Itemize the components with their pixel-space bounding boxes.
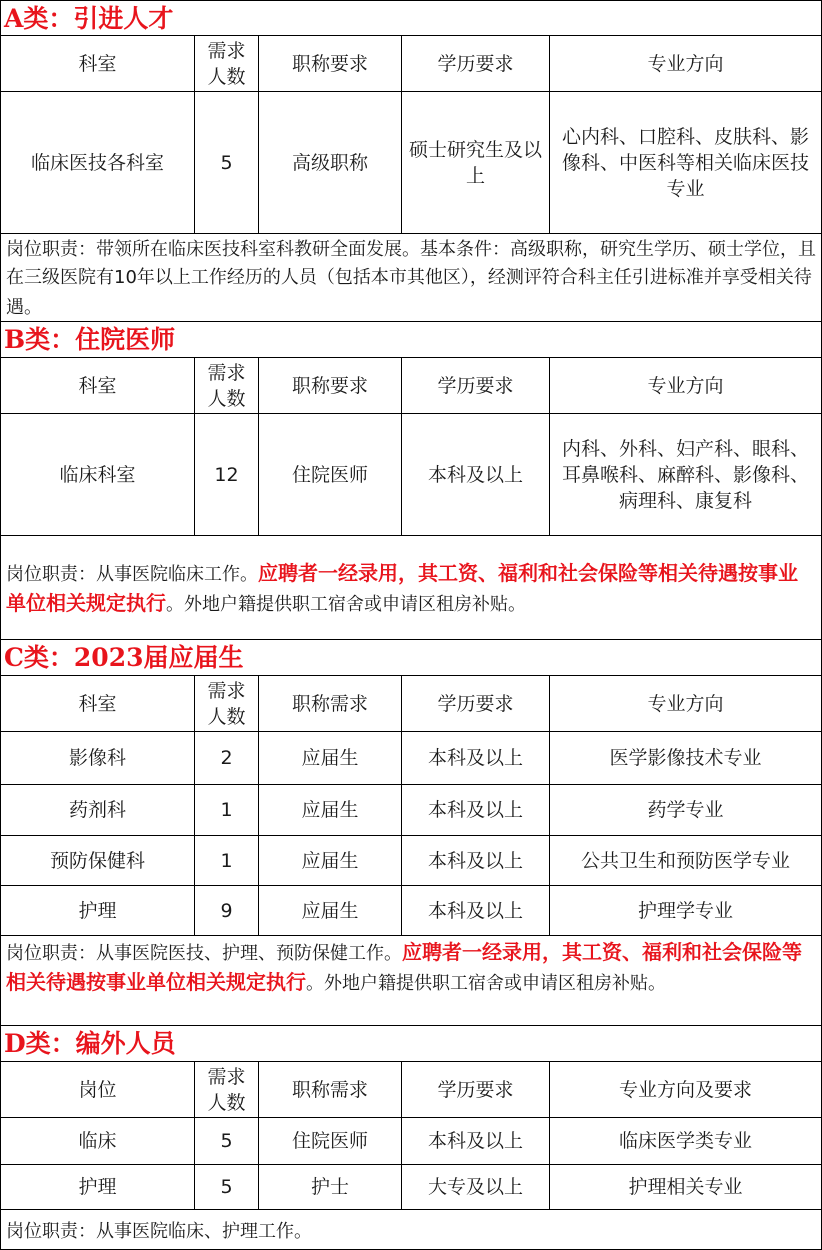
header-cell-edu-req: 学历要求 [402, 676, 550, 731]
section-title-a: A类：引进人才 [0, 0, 822, 36]
section-note-d [0, 1210, 822, 1250]
section-title-c: C类：2023届应届生 [0, 640, 822, 676]
cell-edu-req: 本科及以上 [402, 886, 550, 935]
cell-major: 公共卫生和预防医学专业 [580, 849, 790, 872]
cell-count: 5 [195, 92, 259, 233]
cell-dept: 影像科 [1, 732, 195, 784]
cell-title-req: 护士 [259, 1165, 402, 1209]
note-emphasis: 应聘者一经录用，其工资、福利和社会保险等相关待遇按事业单位相关规定执行 [6, 940, 802, 994]
cell-count: 5 [195, 1165, 259, 1209]
header-cell-edu-req: 学历要求 [402, 1062, 550, 1117]
header-cell-dept: 科室 [1, 358, 195, 413]
cell-major: 心内科、口腔科、皮肤科、影像科、中医科等相关临床医技专业 [561, 125, 809, 200]
note-paragraph [6, 559, 816, 619]
cell-edu-req: 本科及以上 [402, 1118, 550, 1164]
table-header-row [0, 358, 822, 414]
cell-title-req: 住院医师 [259, 414, 402, 535]
cell-count: 1 [195, 785, 259, 835]
table-row [0, 732, 822, 785]
table-row [0, 836, 822, 886]
table-row [0, 886, 822, 936]
cell-major: 临床医学类专业 [618, 1130, 752, 1152]
cell-count: 12 [195, 414, 259, 535]
header-cell-title-req: 职称要求 [259, 358, 402, 413]
note-text: 岗位职责：带领所在临床医技科室科教研全面发展。基本条件：高级职称，研究生学历、硕士学位，且在三级医院有10年以上工作经历的人员（包括本市其他区），经测评符合科主任引进标准并享受相关待遇。 [6, 239, 816, 318]
cell-dept: 护理 [1, 886, 195, 935]
cell-count: 5 [195, 1118, 259, 1164]
note-suffix: 。外地户籍提供职工宿舍或申请区租房补贴。 [166, 593, 526, 615]
cell-edu-req: 本科及以上 [402, 732, 550, 784]
table-row [0, 785, 822, 836]
section-title-d: D类：编外人员 [0, 1026, 822, 1062]
header-cell-dept: 科室 [1, 36, 195, 91]
note-text: 岗位职责：从事医院医技、护理、预防保健工作。 [6, 943, 402, 964]
header-cell-edu-req: 学历要求 [402, 358, 550, 413]
cell-major: 内科、外科、妇产科、眼科、耳鼻喉科、麻醉科、影像科、病理科、康复科 [561, 437, 809, 512]
cell-title-req: 应届生 [259, 886, 402, 935]
header-cell-count: 需求人数 [195, 1062, 259, 1117]
header-cell-count: 需求人数 [195, 358, 259, 413]
cell-post: 临床 [1, 1118, 195, 1164]
table-header-row [0, 1062, 822, 1118]
cell-title-req: 应届生 [259, 732, 402, 784]
cell-title-req: 高级职称 [259, 92, 402, 233]
cell-major: 护理学专业 [637, 899, 733, 922]
note-paragraph [6, 1216, 312, 1246]
header-cell-major: 专业方向 [647, 374, 724, 397]
note-text: 岗位职责：从事医院临床、护理工作。 [6, 1220, 312, 1242]
table-row [0, 414, 822, 536]
header-cell-title-req: 职称需求 [259, 676, 402, 731]
cell-edu-req: 大专及以上 [402, 1165, 550, 1209]
cell-edu-req: 本科及以上 [402, 836, 550, 885]
cell-title-req: 应届生 [259, 836, 402, 885]
header-cell-post: 岗位 [1, 1062, 195, 1117]
note-suffix: 。外地户籍提供职工宿舍或申请区租房补贴。 [306, 973, 666, 994]
cell-edu-req: 本科及以上 [402, 785, 550, 835]
table-header-row [0, 36, 822, 92]
header-cell-major: 专业方向 [647, 52, 724, 75]
table-row [0, 92, 822, 234]
cell-title-req: 应届生 [259, 785, 402, 835]
header-cell-count: 需求人数 [195, 36, 259, 91]
header-cell-edu-req: 学历要求 [402, 36, 550, 91]
cell-dept: 临床科室 [1, 414, 195, 535]
cell-title-req: 住院医师 [259, 1118, 402, 1164]
section-title-b: B类：住院医师 [0, 322, 822, 358]
table-header-row [0, 676, 822, 732]
cell-count: 1 [195, 836, 259, 885]
header-cell-title-req: 职称要求 [259, 36, 402, 91]
header-cell-dept: 科室 [1, 676, 195, 731]
cell-major: 药学专业 [647, 799, 724, 821]
header-cell-major: 专业方向及要求 [618, 1078, 752, 1101]
cell-major: 护理相关专业 [628, 1176, 743, 1198]
note-text: 岗位职责：从事医院临床工作。 [6, 563, 258, 585]
cell-major: 医学影像技术专业 [609, 747, 762, 769]
cell-dept: 药剂科 [1, 785, 195, 835]
header-cell-major: 专业方向 [647, 692, 724, 715]
cell-count: 2 [195, 732, 259, 784]
header-cell-title-req: 职称需求 [259, 1062, 402, 1117]
section-note-c [0, 936, 822, 1026]
header-cell-count: 需求人数 [195, 676, 259, 731]
cell-edu-req: 硕士研究生及以上 [402, 92, 550, 233]
cell-post: 护理 [1, 1165, 195, 1209]
table-row [0, 1118, 822, 1165]
cell-dept: 临床医技各科室 [1, 92, 195, 233]
note-emphasis: 应聘者一经录用，其工资、福利和社会保险等相关待遇按事业单位相关规定执行 [6, 560, 798, 615]
table-row [0, 1165, 822, 1210]
cell-dept: 预防保健科 [1, 836, 195, 885]
section-note-a [0, 234, 822, 322]
cell-count: 9 [195, 886, 259, 935]
cell-edu-req: 本科及以上 [402, 414, 550, 535]
section-note-b [0, 536, 822, 640]
